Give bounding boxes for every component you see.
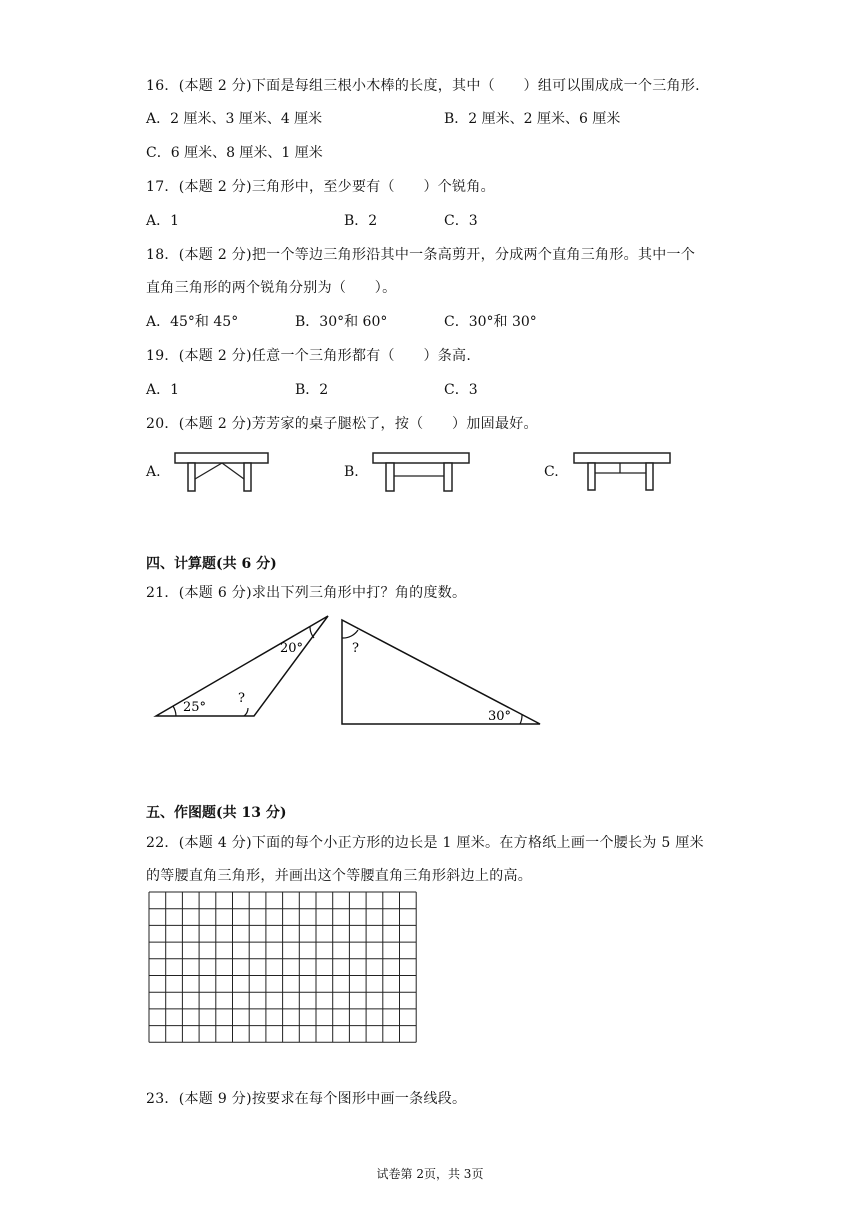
q19-option-b: B．2: [295, 382, 329, 398]
q23-text: 23．(本题 9 分)按要求在每个图形中画一条线段。: [146, 1091, 467, 1107]
grid-paper[interactable]: [148, 891, 424, 1039]
triangle1-angle-left-label: 25°: [183, 700, 207, 715]
q17-text: 17．(本题 2 分)三角形中，至少要有（ ）个锐角。: [146, 179, 495, 195]
triangle-figure-1: [150, 612, 340, 724]
q20-option-b-label: B.: [344, 464, 359, 480]
page-footer: 试卷第 2页，共 3页: [376, 1167, 484, 1181]
q17-option-a: A．1: [146, 213, 180, 229]
q18-text-line1: 18．(本题 2 分)把一个等边三角形沿其中一条高剪开，分成两个直角三角形。其中一个: [146, 247, 696, 263]
table-figure-b: [370, 452, 475, 494]
q19-option-a: A．1: [146, 382, 180, 398]
q17-option-c: C．3: [444, 213, 478, 229]
q19-option-c: C．3: [444, 382, 478, 398]
q16-text: 16．(本题 2 分)下面是每组三根小木棒的长度，其中（ ）组可以围成成一个三角形.: [146, 78, 700, 94]
triangle-figure-2: [336, 612, 546, 728]
q20-text: 20．(本题 2 分)芳芳家的桌子腿松了，按（ ）加固最好。: [146, 416, 538, 432]
triangle1-unknown-label: ?: [238, 691, 245, 706]
table-figure-c: [572, 452, 677, 494]
q18-option-c: C．30°和 30°: [444, 314, 537, 330]
triangle2-angle-right-label: 30°: [488, 709, 512, 724]
q21-text: 21．(本题 6 分)求出下列三角形中打？角的度数。: [146, 585, 467, 601]
table-figure-a: [170, 452, 275, 494]
q16-option-b: B．2 厘米、2 厘米、6 厘米: [444, 111, 621, 127]
q22-text-line2: 的等腰直角三角形，并画出这个等腰直角三角形斜边上的高。: [146, 868, 533, 884]
q18-option-a: A．45°和 45°: [146, 314, 239, 330]
triangle1-angle-top-label: 20°: [280, 641, 304, 656]
q22-text-line1: 22．(本题 4 分)下面的每个小正方形的边长是 1 厘米。在方格纸上画一个腰长为 5 厘米: [146, 835, 704, 851]
q17-option-b: B．2: [344, 213, 378, 229]
q16-option-c: C．6 厘米、8 厘米、1 厘米: [146, 145, 323, 161]
q20-option-a-label: A.: [146, 464, 161, 480]
section-4-title: 四、计算题(共 6 分): [146, 556, 277, 572]
triangle2-unknown-label: ?: [352, 641, 359, 656]
q18-text-line2: 直角三角形的两个锐角分别为（ ）。: [146, 280, 397, 296]
section-5-title: 五、作图题(共 13 分): [146, 805, 287, 821]
q20-option-c-label: C.: [544, 464, 559, 480]
q18-option-b: B．30°和 60°: [295, 314, 388, 330]
q19-text: 19．(本题 2 分)任意一个三角形都有（ ）条高.: [146, 348, 472, 364]
q16-option-a: A．2 厘米、3 厘米、4 厘米: [146, 111, 323, 127]
